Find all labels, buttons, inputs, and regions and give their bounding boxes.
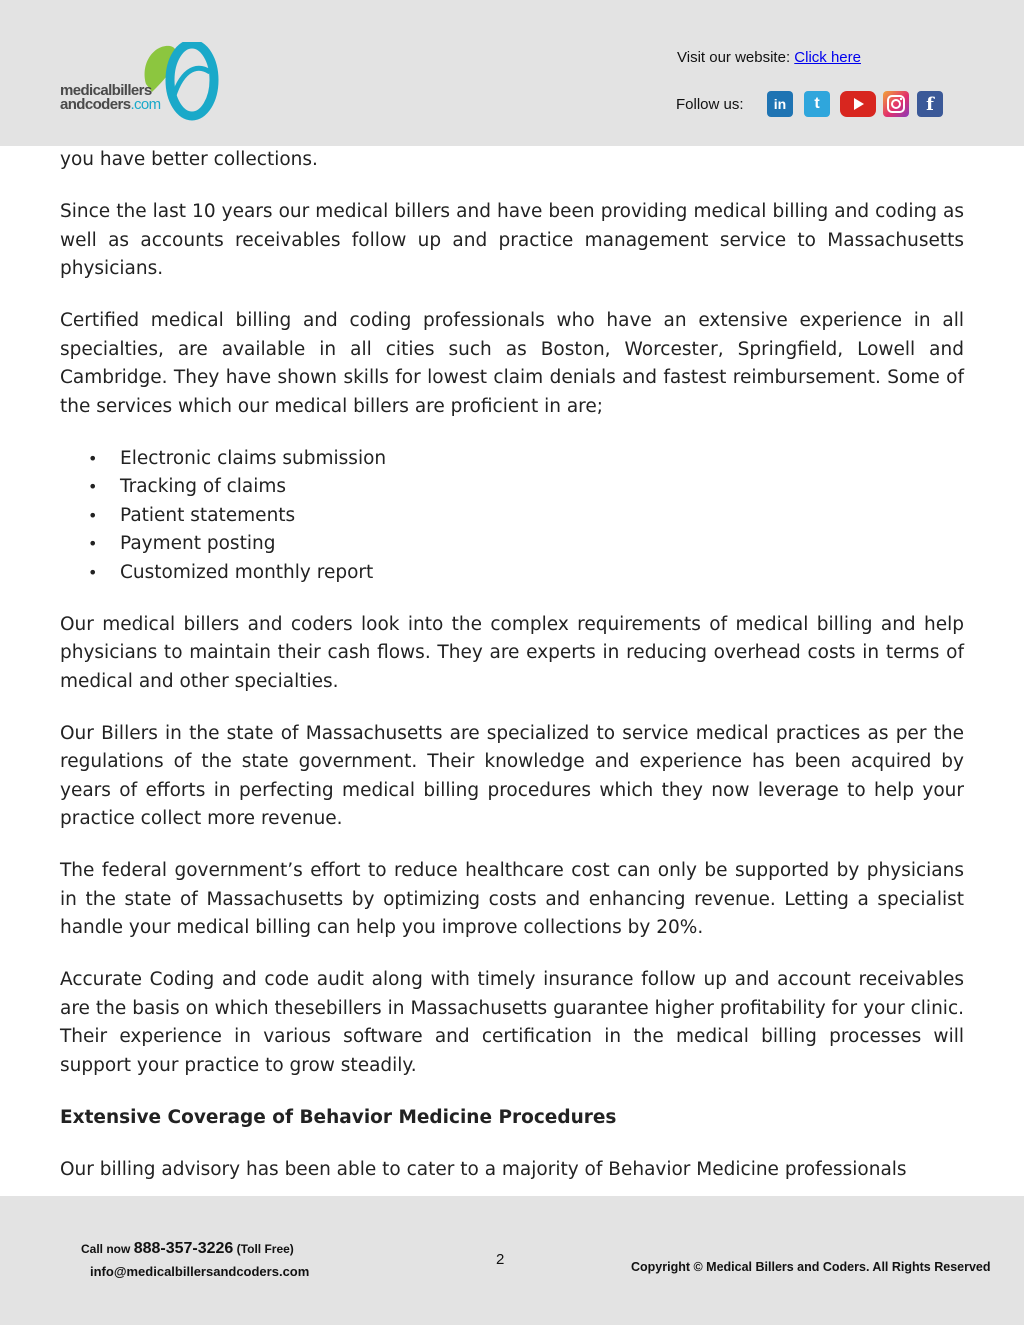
services-list [60, 445, 964, 588]
paragraph-certified-professionals: Certified medical billing and coding professionals who have an extensive experience in all specialties, are available in all cities such as Boston, Worcester, Springfield, Lowell and Cambridge. They have shown skills for lowest claim denials and fastest reimbursement. Some of the services which our medical billers are proficient in are; [60, 310, 964, 417]
facebook-icon[interactable]: f [917, 91, 943, 117]
paragraph-behavior-medicine: Our billing advisory has been able to cater to a majority of Behavior Medicine professionals [60, 1158, 907, 1180]
follow-label: Follow us: [676, 96, 744, 113]
youtube-play-glyph [851, 97, 865, 111]
document-body [60, 146, 964, 1208]
list-item: • Patient statements [60, 502, 964, 531]
visit-website [677, 49, 861, 66]
linkedin-icon[interactable]: in [767, 91, 793, 117]
page-number: 2 [496, 1251, 505, 1268]
list-item: • Customized monthly report [60, 559, 964, 588]
twitter-icon[interactable]: t [804, 91, 830, 117]
instagram-camera-glyph [886, 94, 906, 114]
logo-wordmark [60, 84, 161, 112]
logo-text-suffix: .com [130, 96, 161, 113]
youtube-icon[interactable] [840, 91, 876, 117]
paragraph-continuation: you have better collections. [60, 149, 318, 170]
toll-free-label: (Toll Free) [236, 1242, 294, 1256]
paragraph-state-regulations: Our Billers in the state of Massachusetts are specialized to service medical practices as per the regulations of the state government. Their knowledge and experience has been acquired by years of efforts in perfecting medical billing procedures which they now leverage to help your practice collect more revenue. [60, 722, 964, 829]
call-now [81, 1240, 294, 1258]
logo-text-line2: andcoders [60, 96, 131, 113]
call-prefix: Call now [81, 1242, 131, 1256]
email-address[interactable]: info@medicalbillersandcoders.com [90, 1264, 310, 1279]
copyright-notice: Copyright © Medical Billers and Coders. All Rights Reserved [631, 1260, 991, 1274]
section-heading: Extensive Coverage of Behavior Medicine Procedures [60, 1106, 617, 1128]
list-item: • Tracking of claims [60, 473, 964, 502]
page-header [0, 0, 1024, 146]
company-logo[interactable] [60, 42, 220, 122]
paragraph-experience: Since the last 10 years our medical billers and have been providing medical billing and coding as well as accounts receivables follow up and practice management service to Massachusetts physicians. [60, 201, 964, 279]
paragraph-requirements: Our medical billers and coders look into the complex requirements of medical billing and help physicians to maintain their cash flows. They are experts in reducing overhead costs in terms of medical and other specialties. [60, 613, 964, 692]
instagram-icon[interactable] [883, 91, 909, 117]
visit-label: Visit our website: [677, 49, 791, 66]
website-link[interactable]: Click here [794, 49, 861, 66]
page-footer [0, 1196, 1024, 1325]
paragraph-accurate-coding: Accurate Coding and code audit along with timely insurance follow up and account receivables are the basis on which thesebillers in Massachusetts guarantee higher profitability for your clinic. Their experience in various software and certification in the medical billing processes will support your practice to grow steadily. [60, 969, 964, 1076]
logo-text-line1: medicalbillers [60, 82, 152, 99]
phone-number[interactable]: 888-357-3226 [133, 1240, 234, 1257]
paragraph-federal-effort: The federal government’s effort to reduce healthcare cost can only be supported by physicians in the state of Massachusetts by optimizing costs and enhancing revenue. Letting a specialist handle your medical billing can help you improve collections by 20%. [60, 860, 964, 938]
list-item: • Electronic claims submission [60, 445, 964, 474]
list-item: • Payment posting [60, 530, 964, 559]
